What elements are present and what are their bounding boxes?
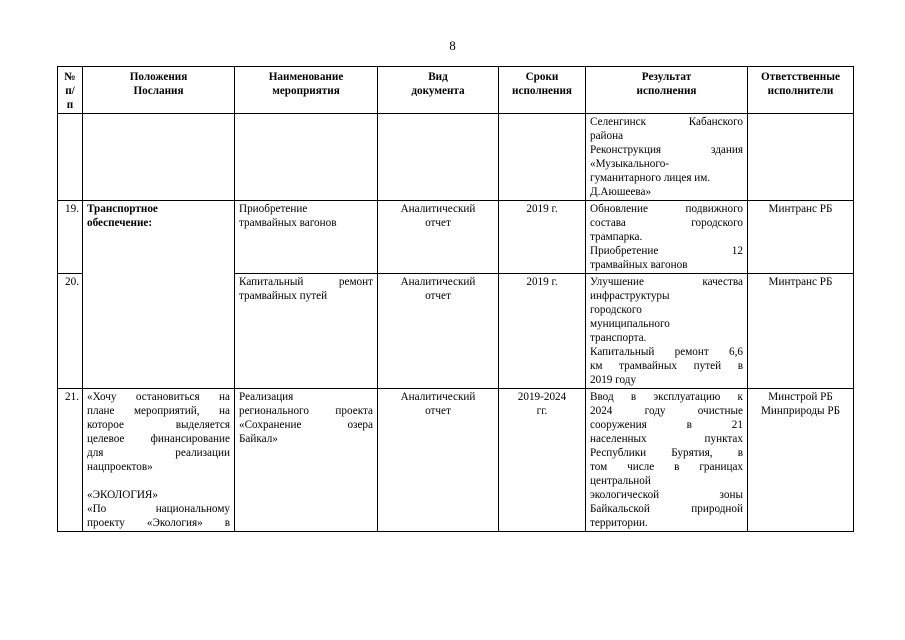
header-measure-name: Наименование мероприятия (235, 67, 378, 114)
result-cell: Селенгинск Кабанского района Реконструкция здания «Музыкального- гуманитарного лицея им. Д.Аюшеева» (586, 114, 748, 201)
result-cell: Обновление подвижного состава городского трампарка. Приобретение 12 трамвайных вагонов (586, 201, 748, 274)
result-cell: Ввод в эксплуатацию к 2024 году очистные сооружения в 21 населенных пунктах Республики Бурятия, в том числе в границах центральной экологической зоны Байкальской природной территории. (586, 389, 748, 532)
document-type-cell: Аналитический отчет (378, 201, 499, 274)
term-cell: 2019 г. (499, 274, 586, 389)
measure-name-cell: Приобретение трамвайных вагонов (235, 201, 378, 274)
measures-table (57, 66, 854, 532)
header-num: № п/ п (58, 67, 83, 114)
responsible-cell: Минстрой РБ Минприроды РБ (748, 389, 854, 532)
measure-name-cell: Реализация регионального проекта «Сохранение озера Байкал» (235, 389, 378, 532)
document-type-cell: Аналитический отчет (378, 389, 499, 532)
row-number: 19. (58, 201, 83, 274)
header-terms: Сроки исполнения (499, 67, 586, 114)
header-provisions: Положения Послания (83, 67, 235, 114)
page-number: 8 (449, 38, 456, 53)
table-row (58, 114, 854, 201)
provision-cell: Транспортное обеспечение: (83, 201, 235, 389)
table-row (58, 389, 854, 532)
row-number: 21. (58, 389, 83, 532)
provision-cell: «Хочу остановиться на плане мероприятий, на которое выделяется целевое финансирование для реализации нацпроектов» «ЭКОЛОГИЯ» «По национальному проекту «Экология» в (83, 389, 235, 532)
header-result: Результат исполнения (586, 67, 748, 114)
document-type-cell: Аналитический отчет (378, 274, 499, 389)
header-document-type: Вид документа (378, 67, 499, 114)
term-cell: 2019 г. (499, 201, 586, 274)
row-number: 20. (58, 274, 83, 389)
result-cell: Улучшение качества инфраструктуры городского муниципального транспорта. Капитальный ремонт 6,6 км трамвайных путей в 2019 году (586, 274, 748, 389)
table-row (58, 201, 854, 274)
responsible-cell: Минтранс РБ (748, 274, 854, 389)
responsible-cell: Минтранс РБ (748, 201, 854, 274)
header-responsible: Ответственные исполнители (748, 67, 854, 114)
term-cell: 2019-2024 гг. (499, 389, 586, 532)
measure-name-cell: Капитальный ремонт трамвайных путей (235, 274, 378, 389)
table-header-row (58, 67, 854, 114)
